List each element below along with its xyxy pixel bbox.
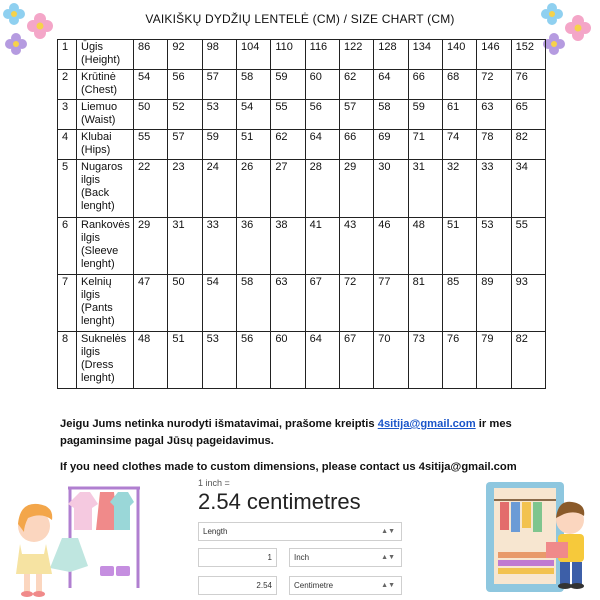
row-label-line: Nugaros (81, 161, 123, 174)
custom-order-note-lt (60, 416, 560, 450)
unit-converter (198, 478, 402, 590)
unit-type-select[interactable] (198, 522, 402, 541)
table-row (58, 331, 546, 388)
boy-wardrobe-illustration-icon (484, 478, 600, 600)
table-cell: 92 (168, 40, 202, 70)
table-cell: 53 (202, 331, 236, 388)
table-cell: 71 (408, 130, 442, 160)
table-cell: 51 (168, 331, 202, 388)
table-cell: 43 (339, 217, 373, 274)
row-label (77, 274, 134, 331)
row-label (77, 70, 134, 100)
from-value-input[interactable]: 1 (198, 548, 277, 567)
table-cell: 72 (339, 274, 373, 331)
table-cell: 63 (271, 274, 305, 331)
table-cell: 51 (442, 217, 476, 274)
table-cell: 110 (271, 40, 305, 70)
table-cell: 79 (477, 331, 511, 388)
table-cell: 69 (374, 130, 408, 160)
table-cell: 64 (374, 70, 408, 100)
table-cell: 48 (134, 331, 168, 388)
custom-order-note-en (60, 459, 517, 476)
table-cell: 54 (134, 70, 168, 100)
table-cell: 34 (511, 160, 545, 217)
table-cell: 78 (477, 130, 511, 160)
select-arrows-icon: ▲▼ (381, 528, 395, 535)
table-cell: 57 (202, 70, 236, 100)
row-label (77, 217, 134, 274)
row-label-line: ilgis (81, 288, 100, 301)
table-cell: 74 (442, 130, 476, 160)
row-number: 6 (58, 217, 77, 274)
table-cell: 47 (134, 274, 168, 331)
table-row (58, 130, 546, 160)
row-number: 7 (58, 274, 77, 331)
table-cell: 66 (339, 130, 373, 160)
note-en-email: 4sitija@gmail.com (418, 461, 517, 473)
table-cell: 61 (442, 100, 476, 130)
table-cell: 59 (408, 100, 442, 130)
row-label-line: Suknelės (81, 332, 127, 345)
table-cell: 63 (477, 100, 511, 130)
table-cell: 36 (236, 217, 270, 274)
table-cell: 62 (271, 130, 305, 160)
row-label-line: ilgis (81, 345, 100, 358)
table-cell: 68 (442, 70, 476, 100)
note-en-text: If you need clothes made to custom dimensions, please contact us (60, 461, 419, 473)
table-cell: 53 (477, 217, 511, 274)
table-cell: 55 (511, 217, 545, 274)
row-label (77, 40, 134, 70)
row-label-line: (Waist) (81, 114, 116, 127)
table-cell: 54 (236, 100, 270, 130)
table-cell: 22 (134, 160, 168, 217)
table-cell: 27 (271, 160, 305, 217)
table-cell: 104 (236, 40, 270, 70)
table-cell: 122 (339, 40, 373, 70)
row-label-line: Kelnių (81, 275, 112, 288)
row-label-line: ilgis (81, 231, 100, 244)
table-cell: 89 (477, 274, 511, 331)
table-cell: 82 (511, 130, 545, 160)
table-cell: 59 (271, 70, 305, 100)
table-cell: 64 (305, 331, 339, 388)
row-label-line: lenght) (81, 314, 115, 327)
table-cell: 55 (134, 130, 168, 160)
row-label-line: (Sleeve (81, 244, 119, 257)
table-row (58, 217, 546, 274)
select-arrows-icon: ▲▼ (381, 582, 395, 589)
converter-caption: 1 inch = (198, 478, 230, 488)
row-number: 8 (58, 331, 77, 388)
table-cell: 57 (339, 100, 373, 130)
table-cell: 76 (442, 331, 476, 388)
table-cell: 66 (408, 70, 442, 100)
table-cell: 26 (236, 160, 270, 217)
row-label-line: Krūtinė (81, 71, 116, 84)
row-label-line: (Back (81, 187, 110, 200)
to-unit-value: Centimetre (294, 581, 334, 590)
row-number: 3 (58, 100, 77, 130)
row-label-line: Rankovės (81, 218, 130, 231)
from-unit-value: Inch (294, 553, 310, 562)
table-cell: 56 (305, 100, 339, 130)
table-cell: 140 (442, 40, 476, 70)
table-row (58, 160, 546, 217)
table-cell: 67 (305, 274, 339, 331)
table-cell: 60 (271, 331, 305, 388)
row-label-line: (Chest) (81, 84, 118, 97)
row-label-line: (Hips) (81, 144, 111, 157)
table-cell: 152 (511, 40, 545, 70)
flowers-decoration-left-icon (2, 2, 62, 58)
table-cell: 81 (408, 274, 442, 331)
note-lt-text-end: ir mes pagaminsime pagal Jūsų pageidavimus. (60, 418, 512, 447)
table-cell: 72 (477, 70, 511, 100)
table-cell: 53 (202, 100, 236, 130)
table-cell: 30 (374, 160, 408, 217)
table-row (58, 274, 546, 331)
table-cell: 55 (271, 100, 305, 130)
row-label (77, 130, 134, 160)
table-row (58, 70, 546, 100)
table-cell: 54 (202, 274, 236, 331)
row-label-line: (Dress (81, 358, 114, 371)
table-cell: 24 (202, 160, 236, 217)
to-value-input[interactable]: 2.54 (198, 576, 277, 595)
table-cell: 57 (168, 130, 202, 160)
table-cell: 28 (305, 160, 339, 217)
row-label (77, 331, 134, 388)
note-lt-text: Jeigu Jums netinka nurodyti išmatavimai, prašome kreiptis (60, 418, 378, 430)
table-cell: 50 (168, 274, 202, 331)
girl-clothes-rack-illustration-icon (0, 478, 150, 600)
table-cell: 73 (408, 331, 442, 388)
unit-type-value: Length (203, 527, 228, 536)
table-cell: 58 (236, 70, 270, 100)
table-cell: 33 (202, 217, 236, 274)
to-unit-select[interactable] (289, 576, 402, 595)
table-cell: 128 (374, 40, 408, 70)
row-label-line: (Pants (81, 301, 113, 314)
table-cell: 56 (168, 70, 202, 100)
table-cell: 52 (168, 100, 202, 130)
table-cell: 59 (202, 130, 236, 160)
table-cell: 46 (374, 217, 408, 274)
table-cell: 98 (202, 40, 236, 70)
table-cell: 70 (374, 331, 408, 388)
table-cell: 146 (477, 40, 511, 70)
table-cell: 82 (511, 331, 545, 388)
table-cell: 86 (134, 40, 168, 70)
table-cell: 56 (236, 331, 270, 388)
table-cell: 29 (134, 217, 168, 274)
table-cell: 31 (408, 160, 442, 217)
table-cell: 38 (271, 217, 305, 274)
table-cell: 65 (511, 100, 545, 130)
table-cell: 58 (374, 100, 408, 130)
table-cell: 134 (408, 40, 442, 70)
table-cell: 76 (511, 70, 545, 100)
row-label-line: lenght) (81, 371, 115, 384)
row-label-line: ilgis (81, 174, 100, 187)
table-cell: 29 (339, 160, 373, 217)
table-cell: 48 (408, 217, 442, 274)
row-number: 4 (58, 130, 77, 160)
table-cell: 67 (339, 331, 373, 388)
table-cell: 64 (305, 130, 339, 160)
table-cell: 50 (134, 100, 168, 130)
converter-result: 2.54 centimetres (198, 489, 361, 514)
table-cell: 31 (168, 217, 202, 274)
row-number: 1 (58, 40, 77, 70)
table-cell: 116 (305, 40, 339, 70)
table-cell: 51 (236, 130, 270, 160)
row-label-line: Klubai (81, 131, 112, 144)
table-row (58, 100, 546, 130)
table-row (58, 40, 546, 70)
table-cell: 77 (374, 274, 408, 331)
row-number: 2 (58, 70, 77, 100)
table-cell: 23 (168, 160, 202, 217)
email-link[interactable]: 4sitija@gmail.com (377, 418, 476, 430)
from-unit-select[interactable] (289, 548, 402, 567)
table-cell: 32 (442, 160, 476, 217)
row-number: 5 (58, 160, 77, 217)
row-label-line: (Height) (81, 54, 121, 66)
table-cell: 58 (236, 274, 270, 331)
table-cell: 41 (305, 217, 339, 274)
row-label-line: lenght) (81, 257, 115, 270)
table-cell: 60 (305, 70, 339, 100)
table-cell: 33 (477, 160, 511, 217)
select-arrows-icon: ▲▼ (381, 554, 395, 561)
row-label-line: lenght) (81, 200, 115, 213)
row-label-line: Ūgis (81, 41, 104, 53)
table-cell: 93 (511, 274, 545, 331)
row-label (77, 100, 134, 130)
row-label (77, 160, 134, 217)
size-chart-table (57, 39, 546, 389)
table-cell: 85 (442, 274, 476, 331)
page-title: VAIKIŠKŲ DYDŽIŲ LENTELĖ (CM) / SIZE CHART (CM) (145, 12, 455, 26)
row-label-line: Liemuo (81, 101, 118, 114)
table-cell: 62 (339, 70, 373, 100)
